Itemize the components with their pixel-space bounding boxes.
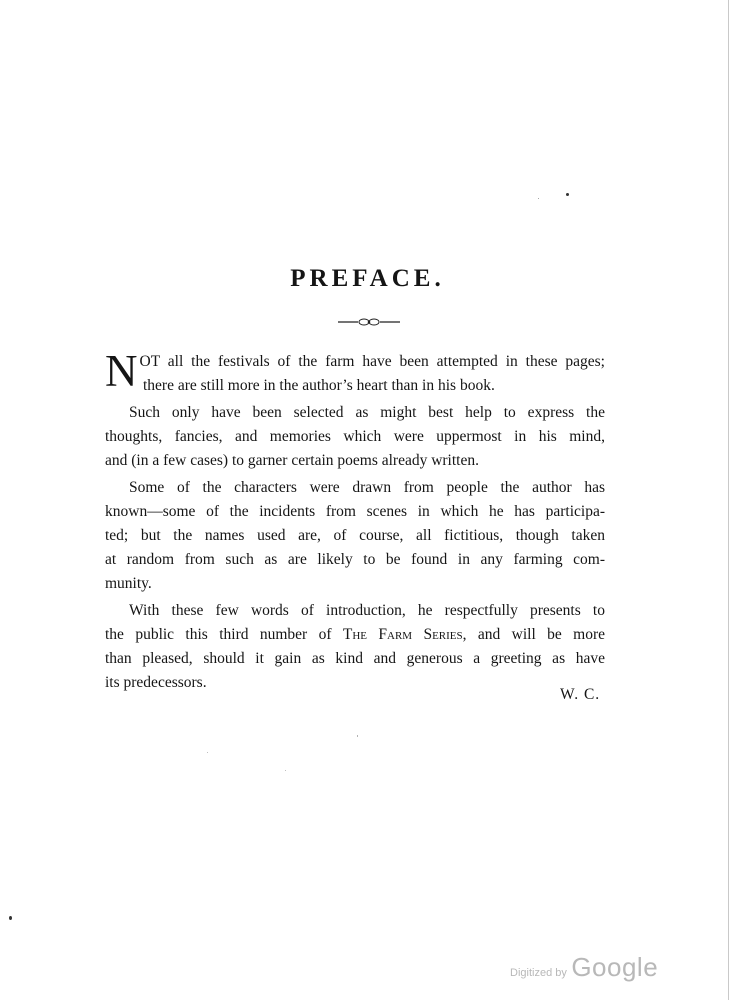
speck <box>357 735 358 737</box>
page-edge-line <box>728 0 729 1000</box>
text-line: there are still more in the author’s heart than in his book. <box>143 377 495 394</box>
text-line: at random from such as are likely to be found in any farming com- <box>105 551 605 568</box>
text-line: known—some of the incidents from scenes in which he has participa- <box>105 503 605 520</box>
text-line: OT all the festivals of the farm have been attempted in these pages; <box>139 353 605 370</box>
text-line: munity. <box>105 575 152 592</box>
preface-body <box>105 346 605 698</box>
text-fragment: the public this third number of <box>105 626 343 643</box>
paragraph-4 <box>105 599 605 695</box>
drop-cap: N <box>105 346 138 396</box>
page-title: PREFACE. <box>290 265 445 292</box>
text-line: With these few words of introduction, he respectfully presents to <box>129 602 605 619</box>
text-line: ted; but the names used are, of course, all fictitious, though taken <box>105 527 605 544</box>
speck <box>9 916 12 920</box>
text-line: Such only have been selected as might best help to express the <box>129 404 605 421</box>
paragraph-2 <box>105 401 605 473</box>
series-name: The Farm Series <box>342 626 463 643</box>
paragraph-1 <box>105 346 605 398</box>
text-line: Some of the characters were drawn from people the author has <box>129 479 605 496</box>
text-line <box>105 623 605 647</box>
speck <box>538 198 539 199</box>
watermark-prefix: Digitized by <box>510 967 567 979</box>
paragraph-3 <box>105 476 605 596</box>
ornament-divider-icon <box>338 316 400 328</box>
text-line: than pleased, should it gain as kind and generous a greeting as have <box>105 650 605 667</box>
signature: W. C. <box>560 686 601 703</box>
text-line: its predecessors. <box>105 674 207 691</box>
text-line: thoughts, fancies, and memories which were uppermost in his mind, <box>105 428 605 445</box>
speck <box>285 770 286 771</box>
text-line: and (in a few cases) to garner certain poems already written. <box>105 452 479 469</box>
speck <box>207 752 208 753</box>
google-logo: Google <box>571 952 659 982</box>
google-watermark <box>510 952 658 983</box>
text-fragment: , and will be more <box>462 626 605 643</box>
speck <box>566 193 569 196</box>
